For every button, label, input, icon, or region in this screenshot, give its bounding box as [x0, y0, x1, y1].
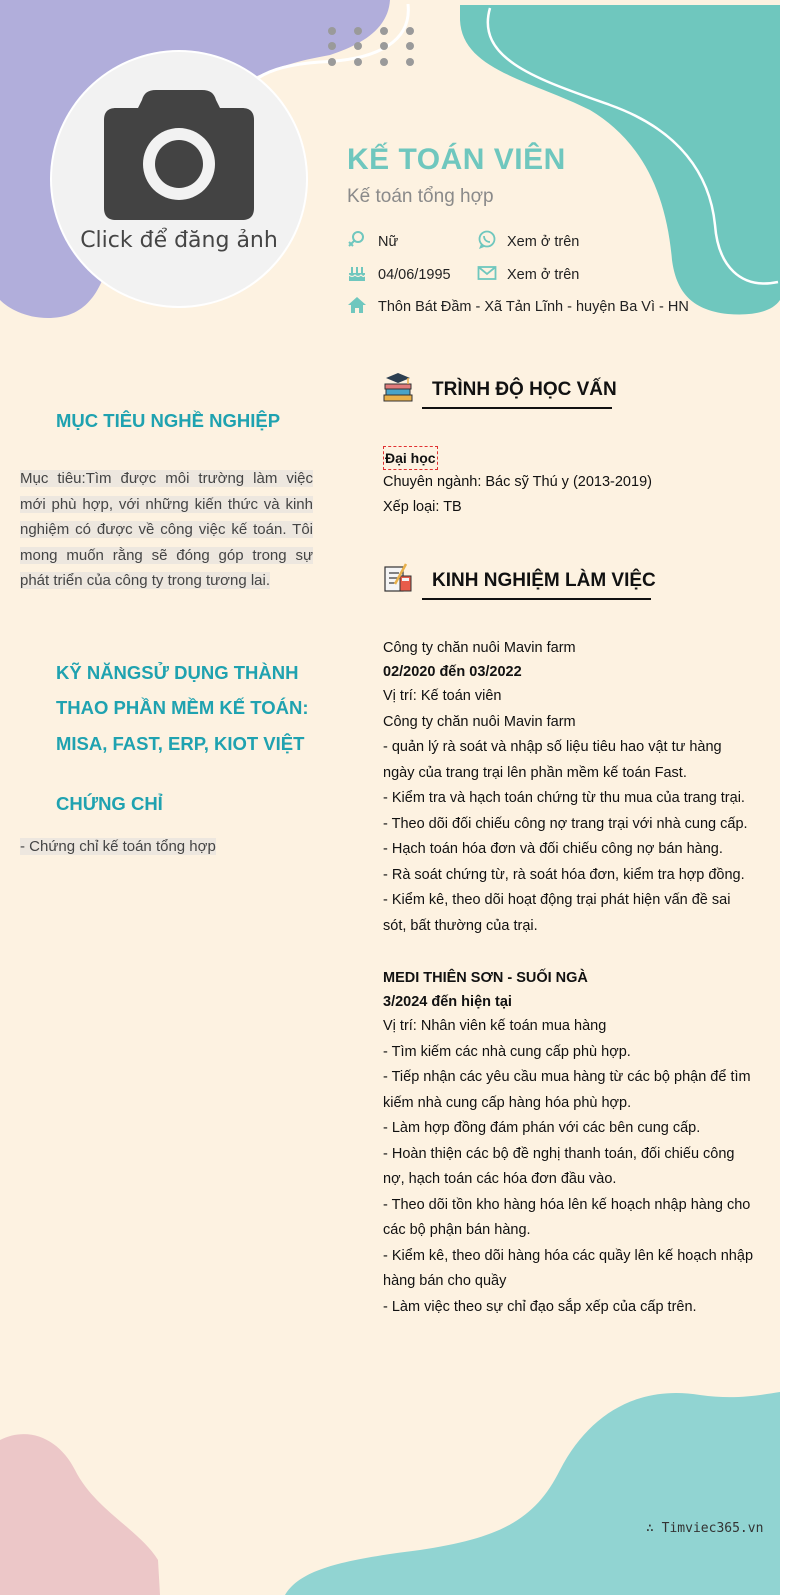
- job1-duty: - Kiểm kê, theo dõi hoạt động trại phát hiện vấn đề sai: [383, 892, 731, 908]
- email-value: Xem ở trên: [507, 267, 580, 283]
- home-icon: [347, 295, 367, 315]
- objective-heading: MỤC TIÊU NGHỀ NGHIỆP: [56, 410, 281, 431]
- phone-value: Xem ở trên: [507, 234, 580, 250]
- skills-heading-line-3: MISA, FAST, ERP, KIOT VIỆT: [56, 733, 305, 754]
- education-major: Chuyên ngành: Bác sỹ Thú y (2013-2019): [383, 474, 652, 490]
- objective-text-content: Mục tiêu:Tìm được môi trường làm việc mới phù hợp, với những kiến thức và kinh nghiệm có được về công việc kế toán. Tôi mong muốn rằng sẽ đóng góp trong sự phát triển của công ty trong tương lai.: [20, 470, 313, 589]
- job2-company: MEDI THIÊN SƠN - SUỐI NGÀ: [383, 970, 588, 986]
- job2-duty: - Hoàn thiện các bộ đề nghị thanh toán, đối chiếu công: [383, 1145, 735, 1162]
- job2-duty: - Theo dõi tồn kho hàng hóa lên kế hoạch nhập hàng cho: [383, 1196, 751, 1213]
- education-heading-underline: [422, 407, 612, 409]
- job1-duty: sót, bất thường của trại.: [383, 917, 538, 934]
- education-books-icon: [382, 372, 414, 404]
- gender-value: Nữ: [378, 234, 399, 250]
- job2-duty: - Làm việc theo sự chỉ đạo sắp xếp của cấp trên.: [383, 1298, 697, 1315]
- birthday-cake-icon: [347, 263, 367, 283]
- job1-period: 02/2020 đến 03/2022: [383, 664, 522, 680]
- education-grade: Xếp loại: TB: [383, 499, 462, 515]
- pink-blob: [0, 1434, 160, 1595]
- job-title: KẾ TOÁN VIÊN: [347, 143, 566, 176]
- job1-position: Vị trí: Kế toán viên: [383, 688, 502, 704]
- objective-text: [20, 466, 313, 594]
- job2-duty: - Làm hợp đồng đám phán với các bên cung cấp.: [383, 1120, 701, 1136]
- job2-duty: - Tiếp nhận các yêu cầu mua hàng từ các bộ phận để tìm: [383, 1069, 751, 1085]
- job1-duty: - Theo dõi đối chiếu công nợ trang trại với nhà cung cấp.: [383, 815, 748, 832]
- teal-light-blob: [285, 1392, 780, 1595]
- certificate-heading: CHỨNG CHỈ: [56, 793, 163, 814]
- education-heading: TRÌNH ĐỘ HỌC VẤN: [432, 379, 617, 400]
- skills-heading-line-1: KỸ NĂNGSỬ DỤNG THÀNH: [56, 662, 299, 683]
- experience-checklist-icon: [382, 562, 414, 594]
- job2-position: Vị trí: Nhân viên kế toán mua hàng: [383, 1018, 607, 1034]
- education-level[interactable]: Đại học: [383, 446, 438, 470]
- job1-company-repeat: Công ty chăn nuôi Mavin farm: [383, 714, 576, 730]
- job2-duty: nợ, hạch toán các hóa đơn đầu vào.: [383, 1171, 617, 1187]
- experience-heading-underline: [422, 598, 651, 600]
- job1-duty: - Kiểm tra và hạch toán chứng từ thu mua của trang trại.: [383, 790, 745, 806]
- job2-duty: - Kiểm kê, theo dõi hàng hóa các quầy lên kế hoạch nhập: [383, 1247, 754, 1264]
- phone-icon: [477, 230, 497, 250]
- job2-period: 3/2024 đến hiện tại: [383, 994, 512, 1010]
- job2-duty: kiếm nhà cung cấp hàng hóa phù hợp.: [383, 1094, 632, 1111]
- job2-duty: các bộ phận bán hàng.: [383, 1222, 531, 1238]
- watermark-link[interactable]: ∴ Timviec365.vn: [646, 1521, 764, 1536]
- job1-duties: [383, 735, 748, 939]
- job2-duty: hàng bán cho quầy: [383, 1273, 507, 1289]
- job2-duties: [383, 1014, 753, 1320]
- certificate-item: - Chứng chỉ kế toán tổng hợp: [20, 838, 216, 855]
- email-icon: [477, 263, 497, 283]
- job1-duty: ngày của trang trại lên phần mềm kế toán Fast.: [383, 764, 687, 781]
- avatar-upload[interactable]: [52, 52, 306, 306]
- avatar-upload-label: Click để đăng ảnh: [80, 228, 278, 253]
- gender-icon: [347, 230, 367, 250]
- address-value: Thôn Bát Đầm - Xã Tản Lĩnh - huyện Ba Vì - HN: [378, 299, 689, 315]
- job1-company: Công ty chăn nuôi Mavin farm: [383, 640, 576, 656]
- experience-heading: KINH NGHIỆM LÀM VIỆC: [432, 570, 656, 591]
- skills-heading-line-2: THAO PHẦN MỀM KẾ TOÁN:: [56, 697, 309, 718]
- job1-duty: - quản lý rà soát và nhập số liệu tiêu hao vật tư hàng: [383, 739, 722, 755]
- job2-duty: - Tìm kiếm các nhà cung cấp phù hợp.: [383, 1043, 631, 1060]
- camera-icon: [102, 88, 256, 222]
- birthday-value: 04/06/1995: [378, 267, 451, 283]
- job1-duty: - Hạch toán hóa đơn và đối chiếu công nợ bán hàng.: [383, 841, 723, 857]
- job1-duty: - Rà soát chứng từ, rà soát hóa đơn, kiểm tra hợp đồng.: [383, 866, 745, 883]
- job-subtitle: Kế toán tổng hợp: [347, 186, 494, 207]
